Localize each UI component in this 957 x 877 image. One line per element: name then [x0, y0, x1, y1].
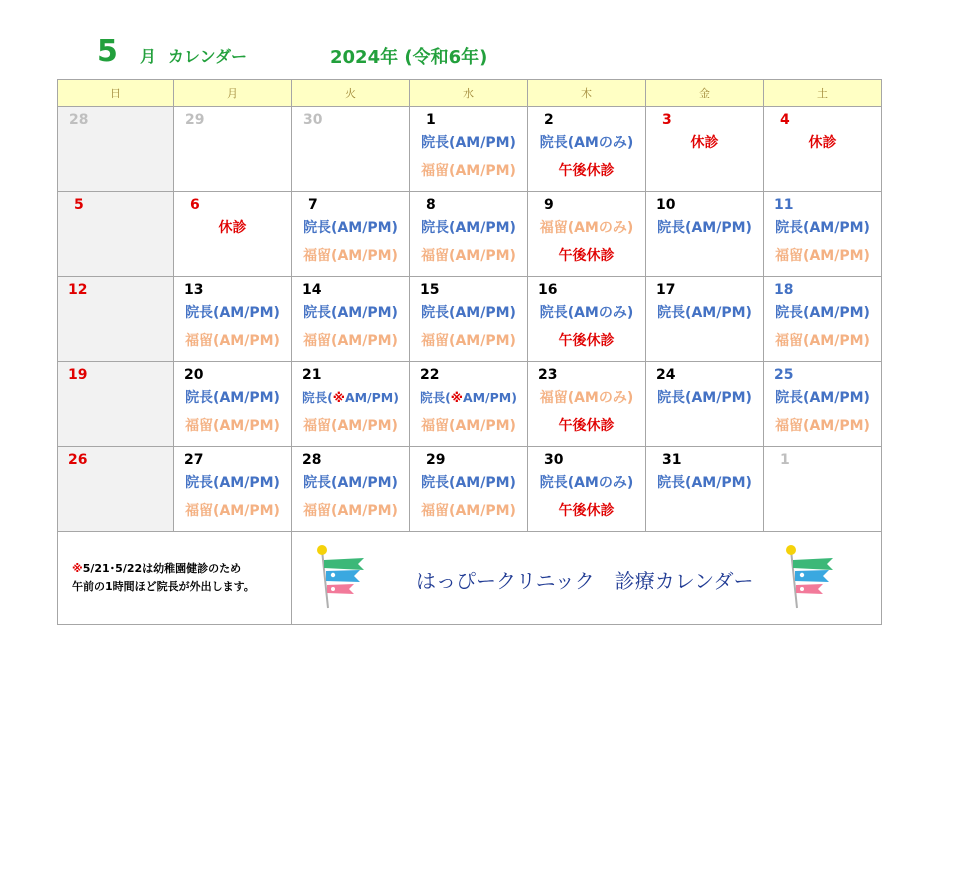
fukudome-schedule: 福留(AM/PM): [421, 163, 516, 179]
day-number: 7: [308, 197, 318, 213]
day-cell: [646, 107, 764, 192]
afternoon-closed: 午後休診: [558, 163, 615, 179]
fukudome-schedule: 福留(AM/PM): [775, 333, 870, 349]
director-suffix: AM/PM): [462, 390, 517, 405]
day-cell: [410, 447, 528, 532]
director-schedule: 院長(AM/PM): [421, 135, 516, 151]
day-number: 1: [780, 452, 790, 468]
day-number: 20: [184, 367, 204, 383]
afternoon-closed: 午後休診: [558, 503, 615, 519]
weekday-sun: 日: [58, 80, 174, 107]
calendar-title: [0, 34, 957, 70]
day-number: 29: [185, 112, 205, 128]
day-cell: [292, 362, 410, 447]
day-number: 31: [662, 452, 682, 468]
fukudome-schedule: 福留(AM/PM): [421, 503, 516, 519]
weekday-mon: 月: [174, 80, 292, 107]
footer-row: [58, 532, 882, 625]
fukudome-schedule: 福留(AM/PM): [303, 503, 398, 519]
note-line-1: [72, 560, 291, 578]
week-row: [58, 277, 882, 362]
day-number: 6: [190, 197, 200, 213]
day-cell: [410, 192, 528, 277]
day-number: 28: [69, 112, 89, 128]
note-mark: ※: [450, 390, 463, 405]
day-number: 18: [774, 282, 794, 298]
koinobori-icon: [314, 544, 366, 610]
note-line-1-text: 5/21･5/22は幼稚園健診のため: [82, 562, 242, 575]
day-cell: [410, 107, 528, 192]
director-schedule: 院長(AM/PM): [421, 475, 516, 491]
day-number: 22: [420, 367, 440, 383]
day-cell: [528, 107, 646, 192]
day-cell: [528, 192, 646, 277]
day-cell: [528, 362, 646, 447]
day-cell: [528, 277, 646, 362]
weekday-tue: 火: [292, 80, 410, 107]
week-row: [58, 447, 882, 532]
day-number: 14: [302, 282, 322, 298]
day-cell: [292, 277, 410, 362]
closed-label: 休診: [690, 135, 719, 151]
director-schedule: 院長(AM/PM): [775, 220, 870, 236]
afternoon-closed: 午後休診: [558, 418, 615, 434]
day-cell: [410, 277, 528, 362]
day-number: 19: [68, 367, 88, 383]
day-number: 3: [662, 112, 672, 128]
afternoon-closed: 午後休診: [558, 333, 615, 349]
director-schedule: 院長(AM/PM): [421, 305, 516, 321]
week-row: [58, 107, 882, 192]
fukudome-schedule: 福留(AM/PM): [185, 333, 280, 349]
day-cell: [174, 192, 292, 277]
note-text: [58, 560, 291, 596]
day-cell: [292, 192, 410, 277]
day-cell: [58, 277, 174, 362]
director-prefix: 院長(: [420, 390, 451, 405]
director-schedule: 院長(AMのみ): [539, 135, 634, 151]
director-schedule: 院長(AM/PM): [657, 220, 752, 236]
director-schedule: 院長(AM/PM): [657, 305, 752, 321]
director-schedule: 院長(AM/PM): [775, 390, 870, 406]
director-schedule: 院長(AMのみ): [539, 475, 634, 491]
day-cell: [764, 107, 882, 192]
director-schedule: 院長(AM/PM): [775, 305, 870, 321]
day-cell: [646, 277, 764, 362]
day-number: 13: [184, 282, 204, 298]
day-number: 21: [302, 367, 322, 383]
day-number: 2: [544, 112, 554, 128]
fukudome-schedule: 福留(AMのみ): [539, 390, 634, 406]
afternoon-closed: 午後休診: [558, 248, 615, 264]
clinic-title: はっぴークリニック 診療カレンダー: [416, 569, 754, 593]
fukudome-schedule: 福留(AM/PM): [775, 248, 870, 264]
fukudome-schedule: 福留(AM/PM): [775, 418, 870, 434]
director-schedule: 院長(AMのみ): [539, 305, 634, 321]
day-number: 15: [420, 282, 440, 298]
day-number: 11: [774, 197, 794, 213]
day-cell: [646, 362, 764, 447]
day-cell: [528, 447, 646, 532]
title-year: 2024年 (令和6年): [330, 47, 488, 68]
director-schedule-marked: [410, 384, 527, 412]
title-tsuki: 月: [140, 47, 157, 66]
day-number: 27: [184, 452, 204, 468]
fukudome-schedule: 福留(AM/PM): [421, 333, 516, 349]
fukudome-schedule: 福留(AM/PM): [185, 503, 280, 519]
weekday-fri: 金: [646, 80, 764, 107]
director-schedule: 院長(AM/PM): [657, 475, 752, 491]
director-schedule: 院長(AM/PM): [303, 305, 398, 321]
day-number: 10: [656, 197, 676, 213]
day-cell: [174, 447, 292, 532]
note-mark: ※: [72, 562, 83, 575]
day-cell: [174, 277, 292, 362]
day-number: 26: [68, 452, 88, 468]
day-cell: [292, 107, 410, 192]
day-number: 5: [74, 197, 84, 213]
day-number: 30: [303, 112, 323, 128]
weekday-wed: 水: [410, 80, 528, 107]
title-calendar-label: カレンダー: [168, 47, 247, 66]
note-line-2: 午前の1時間ほど院長が外出します。: [72, 580, 255, 593]
day-number: 17: [656, 282, 676, 298]
director-schedule: 院長(AM/PM): [303, 220, 398, 236]
fukudome-schedule: 福留(AM/PM): [421, 418, 516, 434]
fukudome-schedule: 福留(AM/PM): [185, 418, 280, 434]
day-cell: [646, 447, 764, 532]
day-number: 16: [538, 282, 558, 298]
closed-label: 休診: [808, 135, 837, 151]
day-number: 30: [544, 452, 564, 468]
day-cell: [292, 447, 410, 532]
note-mark: ※: [332, 390, 345, 405]
day-cell: [174, 107, 292, 192]
fukudome-schedule: 福留(AM/PM): [421, 248, 516, 264]
director-schedule-marked: [292, 384, 409, 412]
director-schedule: 院長(AM/PM): [185, 390, 280, 406]
director-suffix: AM/PM): [344, 390, 399, 405]
day-cell: [174, 362, 292, 447]
weekday-header-row: [58, 80, 882, 107]
director-schedule: 院長(AM/PM): [421, 220, 516, 236]
day-number: 4: [780, 112, 790, 128]
weekday-thu: 木: [528, 80, 646, 107]
day-number: 1: [426, 112, 436, 128]
day-cell: [764, 362, 882, 447]
fukudome-schedule: 福留(AM/PM): [303, 333, 398, 349]
day-number: 23: [538, 367, 558, 383]
closed-label: 休診: [218, 220, 247, 236]
day-cell: [58, 107, 174, 192]
day-number: 9: [544, 197, 554, 213]
day-number: 28: [302, 452, 322, 468]
fukudome-schedule: 福留(AMのみ): [539, 220, 634, 236]
fukudome-schedule: 福留(AM/PM): [303, 248, 398, 264]
day-cell: [764, 447, 882, 532]
day-cell: [646, 192, 764, 277]
week-row: [58, 192, 882, 277]
day-cell: [58, 447, 174, 532]
day-number: 29: [426, 452, 446, 468]
day-number: 12: [68, 282, 88, 298]
director-schedule: 院長(AM/PM): [185, 305, 280, 321]
day-cell: [764, 277, 882, 362]
day-cell: [58, 192, 174, 277]
day-number: 25: [774, 367, 794, 383]
director-prefix: 院長(: [302, 390, 333, 405]
clinic-banner: [292, 532, 882, 625]
day-number: 8: [426, 197, 436, 213]
calendar-table: [57, 79, 882, 625]
day-cell: [58, 362, 174, 447]
director-schedule: 院長(AM/PM): [185, 475, 280, 491]
title-month: 5: [97, 34, 118, 69]
director-schedule: 院長(AM/PM): [303, 475, 398, 491]
day-cell: [410, 362, 528, 447]
week-row: [58, 362, 882, 447]
fukudome-schedule: 福留(AM/PM): [303, 418, 398, 434]
weekday-sat: 土: [764, 80, 882, 107]
footer-note: [58, 532, 292, 625]
koinobori-icon: [783, 544, 835, 610]
director-schedule: 院長(AM/PM): [657, 390, 752, 406]
day-number: 24: [656, 367, 676, 383]
day-cell: [764, 192, 882, 277]
